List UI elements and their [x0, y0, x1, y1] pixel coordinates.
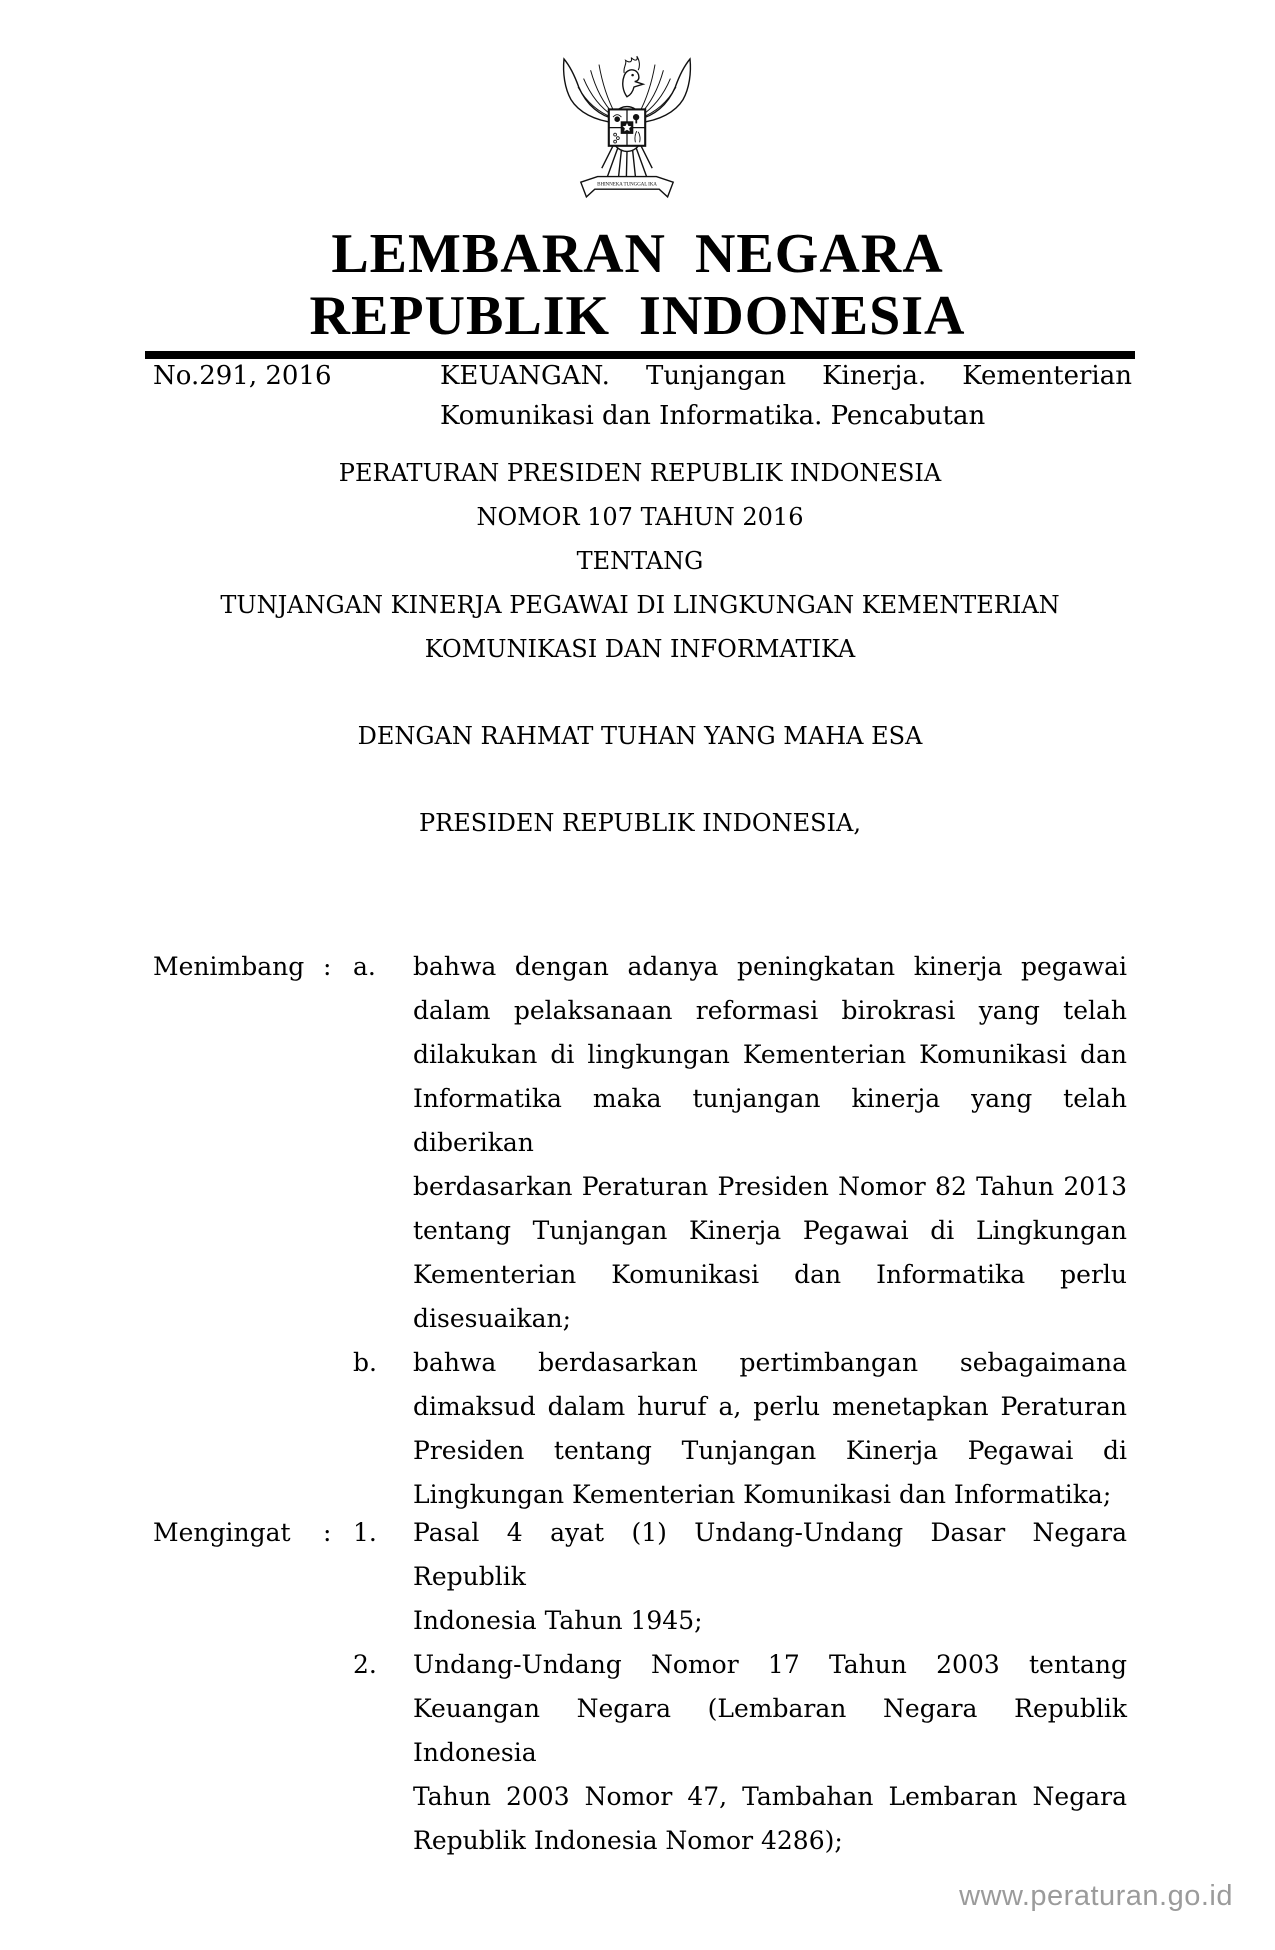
recalling-label: Mengingat	[153, 1518, 291, 1547]
text-line: Tahun 2003 Nomor 47, Tambahan Lembaran Negara	[413, 1782, 1127, 1811]
item-marker: 1.	[353, 1518, 377, 1547]
text-line: disesuaikan;	[413, 1304, 572, 1333]
item-marker: 2.	[353, 1650, 377, 1679]
text-line: bahwa berdasarkan pertimbangan sebagaimana	[413, 1348, 1127, 1377]
item-marker: a.	[353, 952, 376, 981]
text-line: dilakukan di lingkungan Kementerian Komunikasi dan	[413, 1040, 1127, 1069]
recalling-colon: :	[323, 1518, 332, 1547]
item-text	[413, 1643, 1127, 1863]
gazette-subject-line2: Komunikasi dan Informatika. Pencabutan	[440, 401, 986, 431]
considering-label: Menimbang	[153, 952, 305, 981]
recalling-item-2	[353, 1643, 1127, 1863]
considering-items	[353, 945, 1127, 1517]
text-line: Pasal 4 ayat (1) Undang-Undang Dasar Negara Republik	[413, 1518, 1127, 1591]
gazette-header-row	[153, 356, 1132, 436]
considering-colon: :	[323, 952, 332, 981]
considering-item-a	[353, 945, 1127, 1341]
text-line: Informatika maka tunjangan kinerja yang telah diberikan	[413, 1084, 1127, 1157]
text-line: Indonesia Tahun 1945;	[413, 1606, 703, 1635]
gazette-subject	[440, 356, 1132, 436]
item-marker: b.	[353, 1348, 377, 1377]
text-line: Presiden tentang Tunjangan Kinerja Pegawai di	[413, 1436, 1127, 1465]
item-text	[413, 945, 1127, 1341]
recalling-item-1	[353, 1511, 1127, 1643]
text-line: Undang-Undang Nomor 17 Tahun 2003 tentang	[413, 1650, 1127, 1679]
considering-item-b	[353, 1341, 1127, 1517]
gazette-number: No.291, 2016	[153, 361, 332, 391]
recalling-section	[153, 1511, 1127, 1863]
regulation-subject-line2: KOMUNIKASI DAN INFORMATIKA	[424, 635, 856, 663]
garuda-icon	[557, 52, 697, 213]
text-line: tentang Tunjangan Kinerja Pegawai di Lingkungan	[413, 1216, 1127, 1245]
emblem-motto: BHINNEKA TUNGGAL IKA	[597, 181, 657, 188]
considering-section	[153, 945, 1127, 1517]
masthead-line2: REPUBLIK INDONESIA	[309, 285, 966, 347]
authority-line: PRESIDEN REPUBLIK INDONESIA,	[418, 809, 861, 837]
text-line: Keuangan Negara (Lembaran Negara Republik Indonesia	[413, 1694, 1127, 1767]
item-text	[413, 1511, 1127, 1643]
text-line: berdasarkan Peraturan Presiden Nomor 82 Tahun 2013	[413, 1172, 1127, 1201]
source-watermark: www.peraturan.go.id	[959, 1880, 1233, 1912]
garuda-pancasila-emblem	[557, 52, 697, 213]
regulation-about-word: TENTANG	[576, 547, 704, 575]
text-line: Lingkungan Kementerian Komunikasi dan Informatika;	[413, 1480, 1112, 1509]
text-line: bahwa dengan adanya peningkatan kinerja pegawai	[413, 952, 1127, 981]
masthead	[0, 223, 1275, 347]
text-line: dalam pelaksanaan reformasi birokrasi yang telah	[413, 996, 1127, 1025]
invocation-line: DENGAN RAHMAT TUHAN YANG MAHA ESA	[357, 722, 923, 750]
regulation-title-block	[145, 451, 1135, 671]
regulation-subject-line1: TUNJANGAN KINERJA PEGAWAI DI LINGKUNGAN KEMENTERIAN	[220, 591, 1060, 619]
recalling-items	[353, 1511, 1127, 1863]
item-text	[413, 1341, 1127, 1517]
regulation-title-line: PERATURAN PRESIDEN REPUBLIK INDONESIA	[338, 459, 942, 487]
gazette-subject-line1: KEUANGAN. Tunjangan Kinerja. Kementerian	[440, 361, 1132, 391]
text-line: dimaksud dalam huruf a, perlu menetapkan Peraturan	[413, 1392, 1127, 1421]
masthead-line1: LEMBARAN NEGARA	[331, 223, 944, 285]
regulation-number-line: NOMOR 107 TAHUN 2016	[476, 503, 804, 531]
text-line: Kementerian Komunikasi dan Informatika perlu	[413, 1260, 1127, 1289]
text-line: Republik Indonesia Nomor 4286);	[413, 1826, 843, 1855]
